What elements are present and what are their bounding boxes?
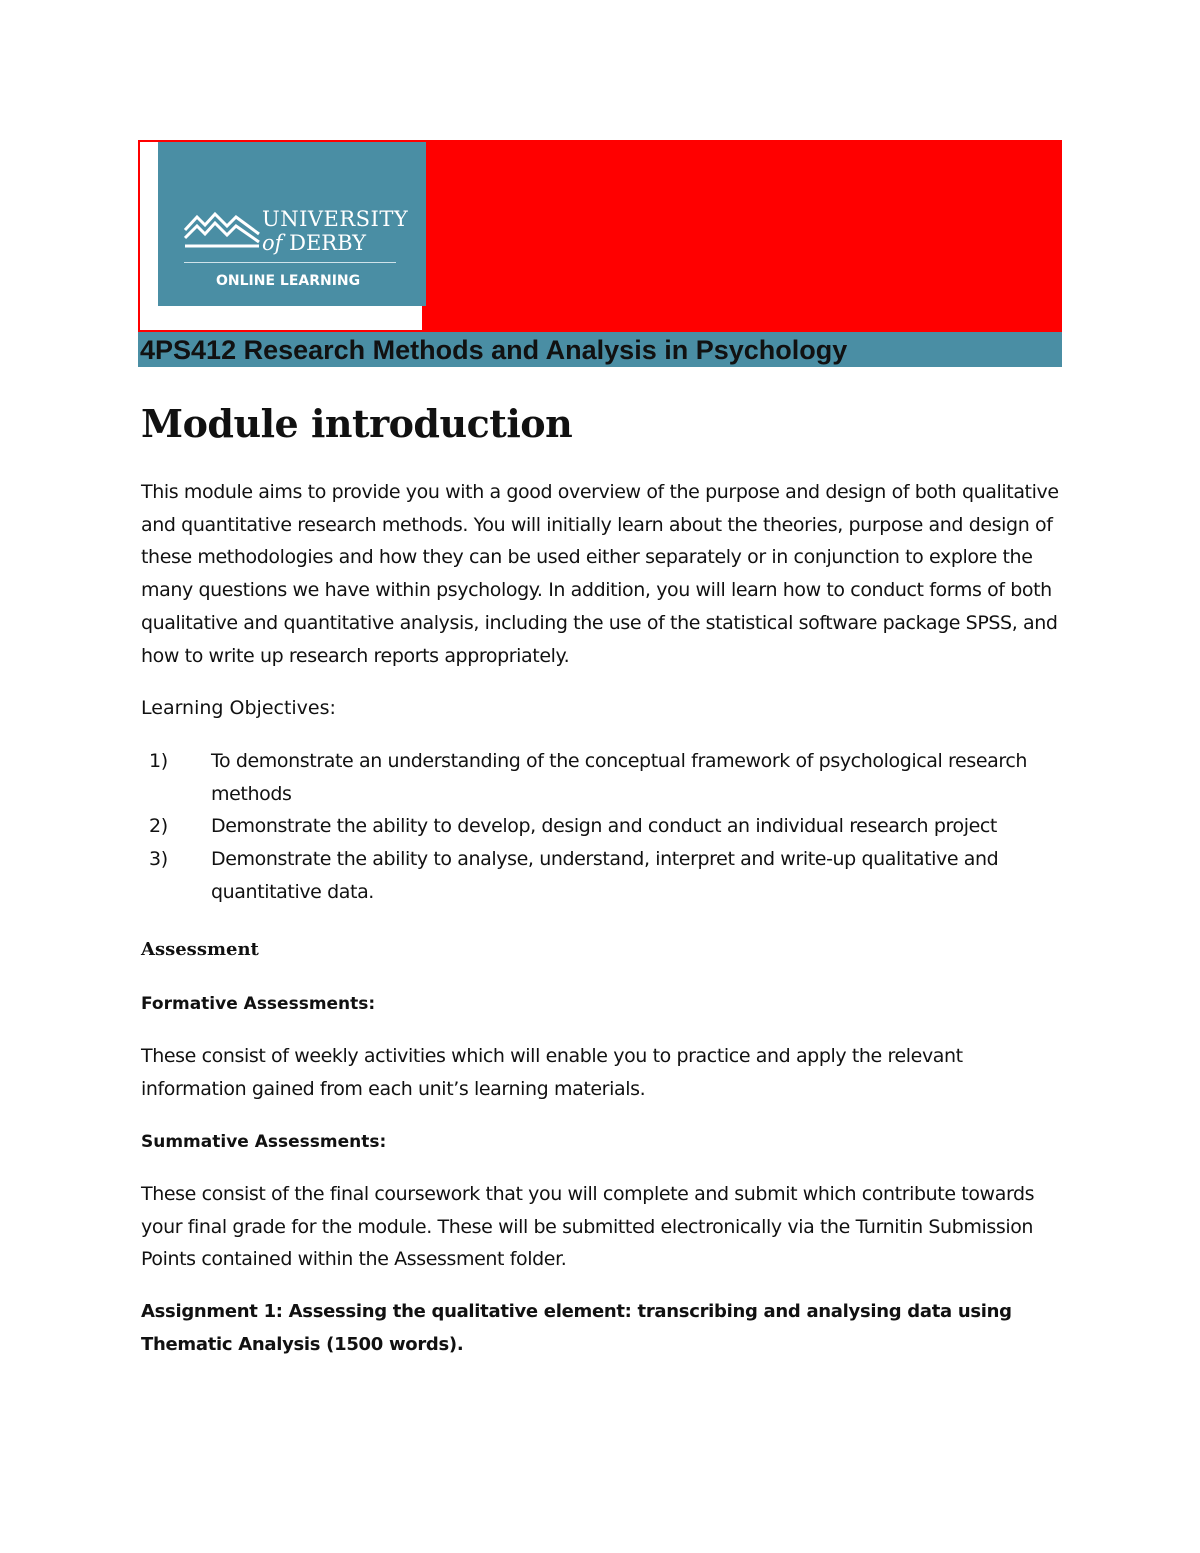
objectives-list: [141, 745, 1061, 909]
logo-frame: [140, 142, 422, 330]
list-item: [141, 810, 1061, 843]
intro-paragraph: This module aims to provide you with a good overview of the purpose and design of both qualitative and quantitative research methods. You will initially learn about the theories, purpose and design of these methodologies and how they can be used either separately or in conjunction to explore the many questions we have within psychology. In addition, you will learn how to conduct forms of both qualitative and quantitative analysis, including the use of the statistical software package SPSS, and how to write up research reports appropriately.: [141, 481, 1059, 667]
mountains-logo-icon: [184, 208, 260, 248]
list-item: [141, 745, 1061, 810]
logo-divider: [184, 262, 396, 263]
assessment-heading: Assessment: [141, 939, 259, 961]
formative-heading: Formative Assessments:: [141, 994, 376, 1015]
university-logo: [158, 142, 426, 306]
formative-text: These consist of weekly activities which will enable you to practice and apply the relevant information gained from each unit’s learning materials.: [141, 1045, 963, 1101]
logo-derby-word: DERBY: [289, 231, 367, 255]
course-title-bar: [138, 332, 1062, 367]
summative-text: These consist of the final coursework that you will complete and submit which contribute towards your final grade for the module. These will be submitted electronically via the Turnitin Submission Points contained within the Assessment folder.: [141, 1182, 1035, 1271]
page-title: Module introduction: [141, 401, 573, 446]
logo-of-text: of: [262, 231, 283, 255]
course-title: 4PS412 Research Methods and Analysis in Psychology: [140, 335, 848, 365]
list-number: 1): [149, 749, 168, 772]
list-item: [141, 843, 1061, 908]
list-number: 3): [149, 848, 168, 871]
list-number: 2): [149, 815, 168, 838]
logo-online-learning-text: ONLINE LEARNING: [216, 273, 361, 289]
list-text: Demonstrate the ability to develop, design and conduct an individual research project: [211, 815, 997, 838]
document-body: [141, 396, 1061, 1361]
header-banner: [138, 140, 1062, 332]
learning-objectives-heading: Learning Objectives:: [141, 697, 336, 720]
summative-heading: Summative Assessments:: [141, 1131, 387, 1152]
list-text: Demonstrate the ability to analyse, understand, interpret and write-up qualitative and quantitative data.: [211, 848, 999, 903]
logo-derby-text: [262, 232, 366, 254]
assignment-1-heading: Assignment 1: Assessing the qualitative element: transcribing and analysing data using Thematic Analysis (1500 words).: [141, 1300, 1012, 1355]
list-text: To demonstrate an understanding of the conceptual framework of psychological research methods: [211, 749, 1028, 805]
logo-university-text: UNIVERSITY: [262, 207, 409, 231]
